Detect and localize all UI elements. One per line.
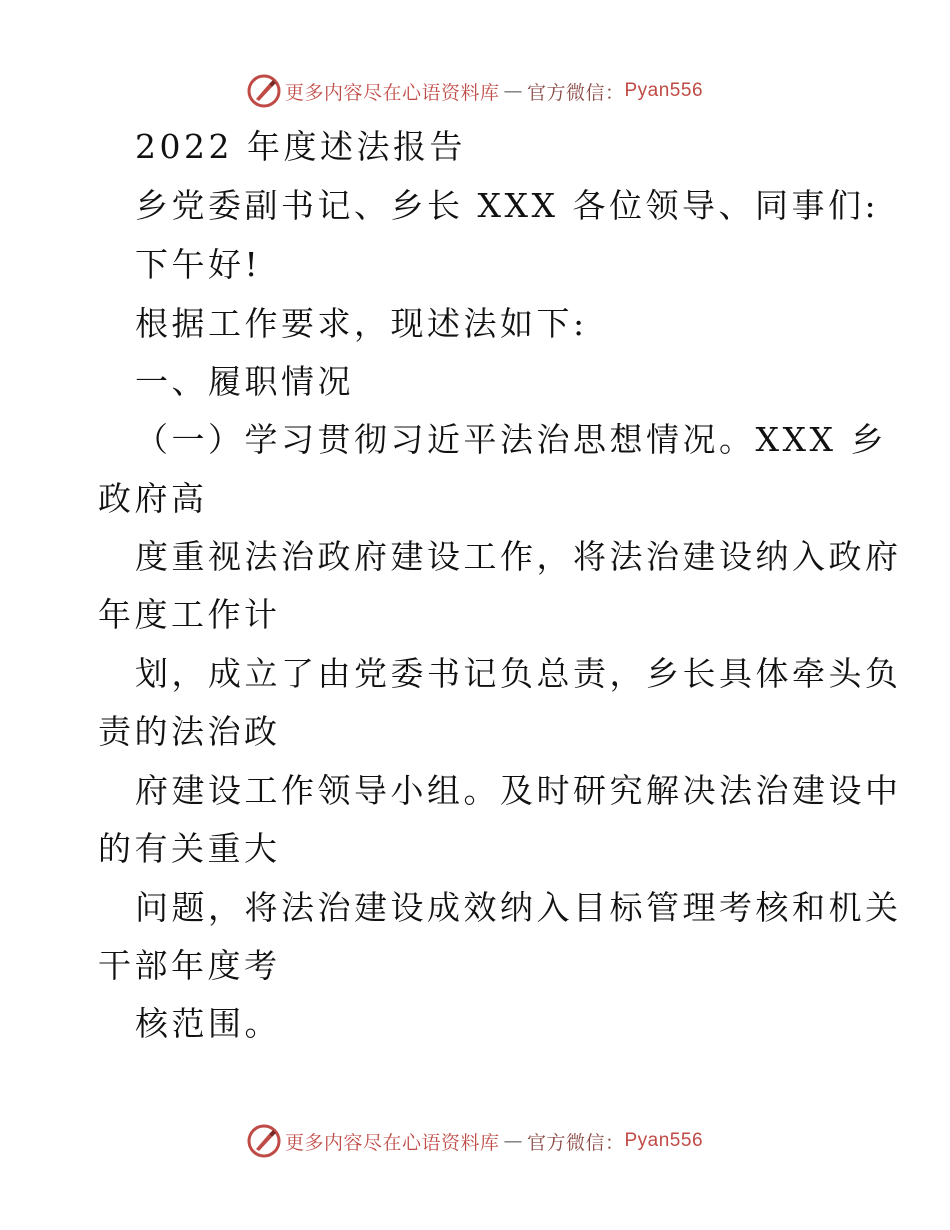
watermark-text: 更多内容尽在心语资料库 <box>284 81 500 104</box>
body-line: （一）学习贯彻习近平法治思想情况。XXX 乡 <box>135 420 887 459</box>
body-line: 划，成立了由党委书记负总责，乡长具体牵头负 <box>135 654 902 693</box>
body-line: 干部年度考 <box>98 946 281 985</box>
pen-logo-icon <box>247 1124 281 1158</box>
watermark-wechat-id: Pyan556 <box>624 80 704 101</box>
body-line: 责的法治政 <box>98 712 281 751</box>
watermark-wechat-label: 官方微信： <box>526 81 625 104</box>
watermark-dash: — <box>503 80 523 102</box>
watermark-wechat-label: 官方微信： <box>526 1131 625 1154</box>
body-line: 核范围。 <box>135 1004 281 1043</box>
body-line: 年度工作计 <box>98 595 281 634</box>
footer-watermark <box>0 1121 950 1161</box>
body-line: 政府高 <box>98 479 208 518</box>
watermark-wechat-id: Pyan556 <box>624 1130 704 1151</box>
section-heading: 一、履职情况 <box>135 362 354 401</box>
greeting-line: 下午好! <box>135 245 262 284</box>
body-line: 度重视法治政府建设工作，将法治建设纳入政府 <box>135 537 902 576</box>
salutation-line: 乡党委副书记、乡长 XXX 各位领导、同事们: <box>135 186 880 225</box>
watermark-text: 更多内容尽在心语资料库 <box>284 1131 500 1154</box>
body-line: 府建设工作领导小组。及时研究解决法治建设中 <box>135 771 902 810</box>
document-title: 2022 年度述法报告 <box>135 127 466 166</box>
body-line: 问题，将法治建设成效纳入目标管理考核和机关 <box>135 888 902 927</box>
body-line: 的有关重大 <box>98 829 281 868</box>
intro-line: 根据工作要求，现述法如下: <box>135 304 588 343</box>
watermark-dash: — <box>503 1130 523 1152</box>
